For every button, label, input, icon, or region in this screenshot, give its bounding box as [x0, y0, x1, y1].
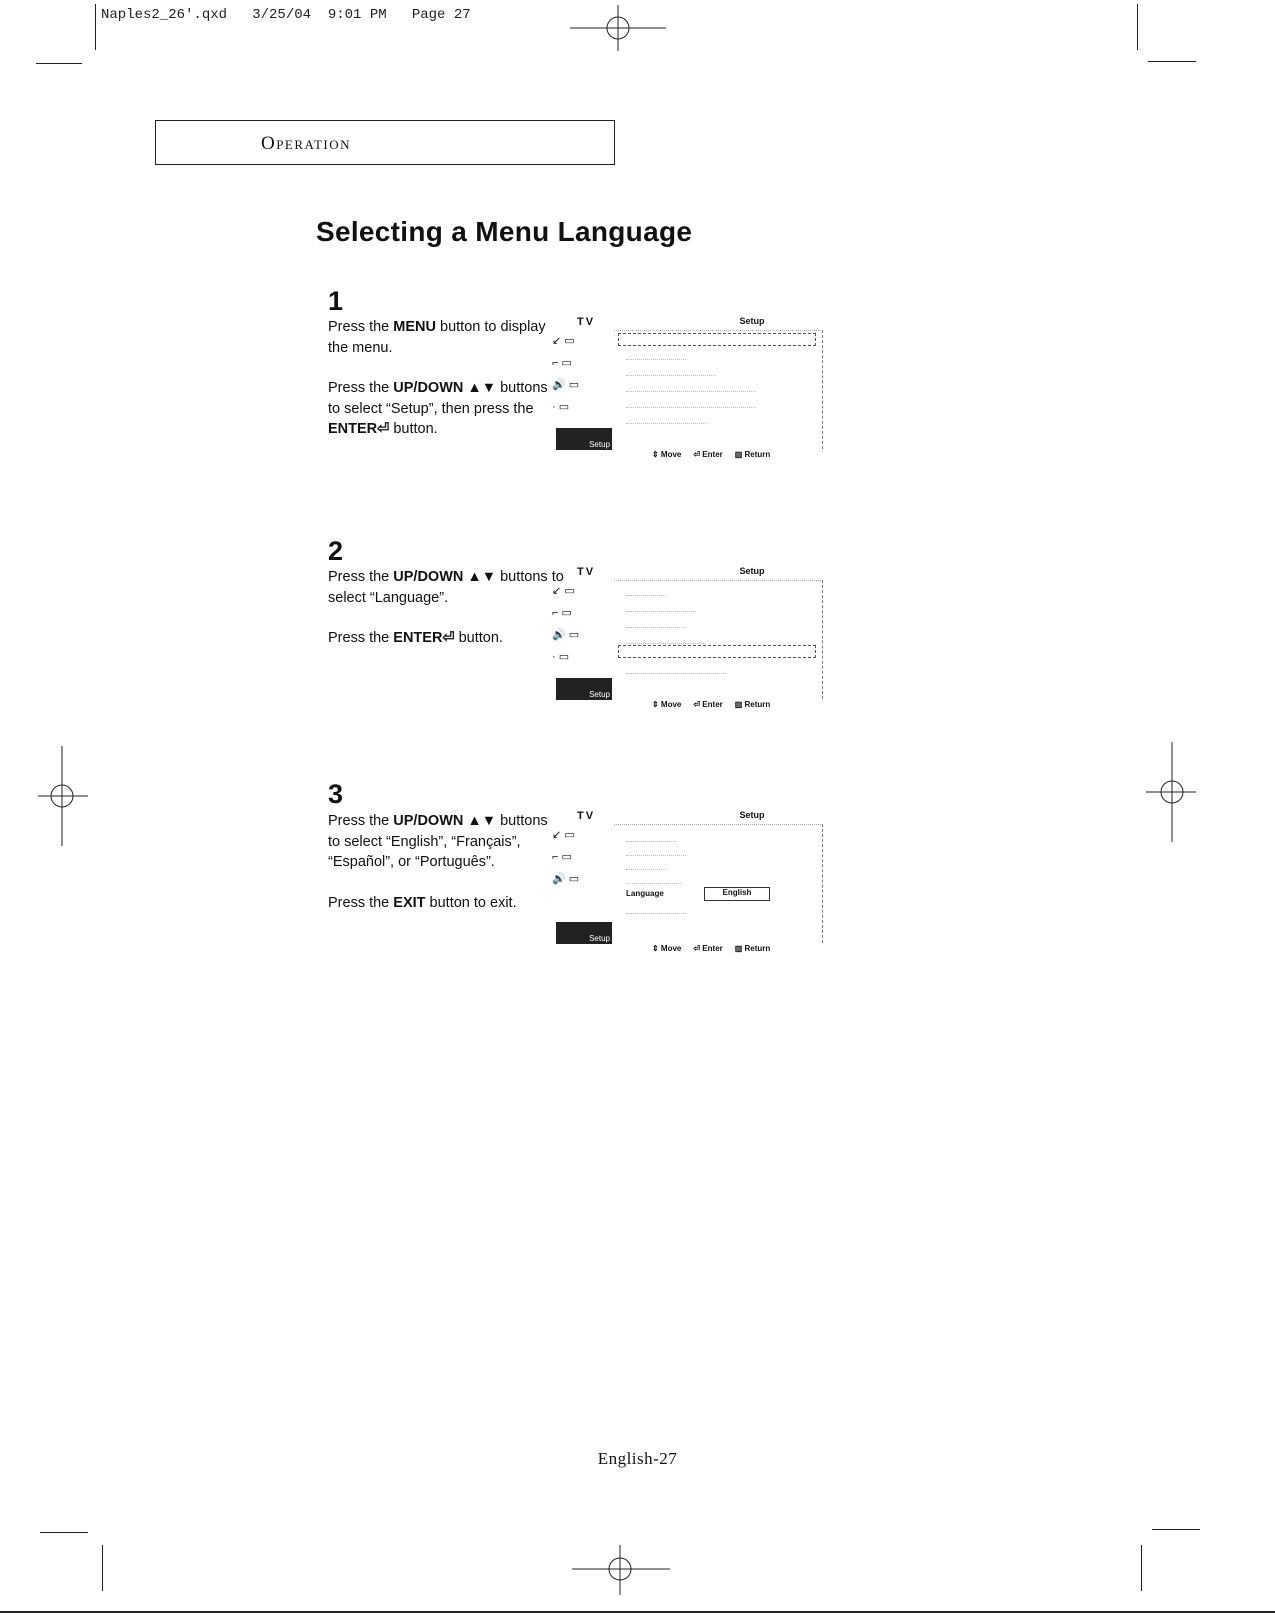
- crop-mark: [1141, 1545, 1142, 1591]
- picture-icon: ↙ ▭: [552, 335, 575, 347]
- picture-icon: ↙ ▭: [552, 829, 575, 841]
- menu-footer: ⇕ Move ⏎ Enter ▥ Return: [652, 700, 771, 709]
- step-number: 3: [328, 779, 344, 809]
- speaker-icon: 🔊 ▭: [552, 873, 580, 885]
- menu-title: Setup: [739, 566, 765, 576]
- registration-mark-icon: [1146, 742, 1196, 842]
- crop-mark: [40, 1532, 88, 1533]
- step-instructions: [328, 317, 558, 460]
- crop-mark: [36, 63, 82, 64]
- tv-label: TV: [577, 316, 596, 328]
- channel-icon: · ▭: [552, 401, 570, 413]
- step-number: 2: [328, 536, 344, 566]
- tv-label: TV: [577, 566, 596, 578]
- sound-icon: ⌐ ▭: [552, 357, 572, 369]
- page-title: Selecting a Menu Language: [316, 216, 693, 247]
- tv-label: TV: [577, 810, 596, 822]
- crop-mark: [1148, 61, 1196, 62]
- tv-menu-screenshot: [552, 810, 832, 955]
- instruction-paragraph: Press the MENU button to display the menu.: [328, 319, 546, 356]
- step-number: 1: [328, 286, 344, 316]
- instruction-paragraph: Press the UP/DOWN ▲▼ buttons to select “English”, “Français”, “Español”, or “Português”.: [328, 813, 548, 870]
- channel-icon: · ▭: [552, 651, 570, 663]
- picture-icon: ↙ ▭: [552, 585, 575, 597]
- menu-panel: [614, 824, 823, 943]
- highlight-bar: [618, 645, 816, 658]
- section-header: [155, 120, 615, 165]
- tv-menu-screenshot: [552, 316, 832, 461]
- menu-panel: [614, 330, 823, 449]
- setup-tab-icon: Setup: [556, 428, 612, 450]
- printer-slug: Naples2_26'.qxd 3/25/04 9:01 PM Page 27: [101, 7, 471, 23]
- menu-title: Setup: [739, 810, 765, 820]
- registration-mark-icon: [570, 5, 670, 51]
- crop-mark: [95, 4, 96, 50]
- instruction-paragraph: Press the ENTER⏎ button.: [328, 630, 503, 646]
- highlight-bar: [618, 333, 816, 346]
- registration-mark-icon: [38, 746, 88, 846]
- step-instructions: [328, 567, 568, 669]
- setup-tab-icon: Setup: [556, 678, 612, 700]
- sound-icon: ⌐ ▭: [552, 851, 572, 863]
- registration-mark-icon: [572, 1545, 672, 1595]
- instruction-paragraph: Press the UP/DOWN ▲▼ buttons to select “Language”.: [328, 569, 564, 606]
- crop-mark: [1152, 1529, 1200, 1530]
- setup-tab-icon: Setup: [556, 922, 612, 944]
- menu-panel: [614, 580, 823, 699]
- section-header-text: Operation: [260, 133, 352, 154]
- page-number: English-27: [597, 1449, 678, 1468]
- sound-icon: ⌐ ▭: [552, 607, 572, 619]
- instruction-paragraph: Press the EXIT button to exit.: [328, 894, 517, 911]
- menu-footer: ⇕ Move ⏎ Enter ▥ Return: [652, 944, 771, 953]
- menu-title: Setup: [739, 316, 765, 326]
- crop-mark: [1137, 4, 1138, 50]
- language-label: Language: [626, 889, 664, 898]
- speaker-icon: 🔊 ▭: [552, 629, 580, 641]
- menu-footer: ⇕ Move ⏎ Enter ▥ Return: [652, 450, 771, 459]
- tv-menu-screenshot: [552, 566, 832, 711]
- step-instructions: [328, 811, 553, 933]
- instruction-paragraph: Press the UP/DOWN ▲▼ buttons to select “Setup”, then press the ENTER⏎ button.: [328, 380, 548, 437]
- crop-mark: [102, 1545, 103, 1591]
- speaker-icon: 🔊 ▭: [552, 379, 580, 391]
- page-bottom-rule: [0, 1611, 1275, 1613]
- language-value-box: English: [704, 887, 770, 901]
